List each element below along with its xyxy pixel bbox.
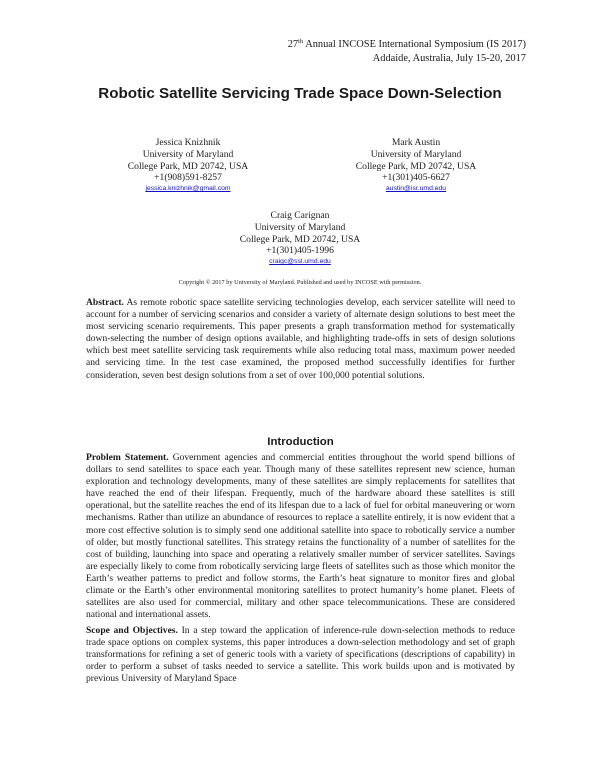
paper-title: Robotic Satellite Servicing Trade Space Down-Selection — [98, 85, 502, 102]
edition-number: 27 — [287, 39, 299, 50]
author-address: College Park, MD 20742, USA — [127, 160, 249, 172]
scope-objectives-paragraph — [86, 625, 515, 685]
author-name: Mark Austin — [391, 137, 441, 148]
abstract-text: As remote robotic space satellite servicing technologies develop, each servicer satellite will need to account for a number of servicing scenarios and consider a variety of alternate design solutions to best meet the most servicing scenario requirements. This paper presents a graph transformation method for systematically down-selecting the number of design options available, and highlighting trade-offs in sets of design solutions which best meet satellite servicing task requirements while also reducing total mass, maximum power needed and servicing time. In the test case examined, the proposed method successfully identifies for further consideration, seven best design solutions from a set of over 100,000 potential solutions. — [86, 297, 515, 381]
problem-statement-label: Problem Statement. — [86, 452, 169, 463]
author-block — [113, 137, 263, 194]
author-name: Craig Carignan — [270, 210, 330, 221]
author-email-link[interactable]: austin@isr.umd.edu — [385, 185, 447, 193]
abstract-paragraph — [86, 297, 515, 382]
scope-objectives-text: In a step toward the application of inference-rule down-selection methods to reduce trade space options on complex systems, this paper introduces a down-selection methodology and set of graph transformations for refining a set of generic tools with a variety of specifications (descriptions of capability) in order to perform a subset of tasks needed to service a satellite. This work builds upon and is motivated by previous University of Maryland Space — [86, 625, 515, 685]
copyright-notice: Copyright © 2017 by University of Maryland. Published and used by INCOSE with permission. — [178, 279, 422, 286]
author-phone: +1(301)405-1996 — [266, 245, 334, 257]
author-email-link[interactable]: jessica.knizhnik@gmail.com — [145, 185, 231, 193]
author-address: College Park, MD 20742, USA — [239, 233, 361, 245]
author-address: College Park, MD 20742, USA — [355, 160, 477, 172]
author-phone: +1(301)405-6627 — [382, 172, 450, 184]
author-email-link[interactable]: craigc@ssl.umd.edu — [269, 258, 331, 266]
conference-name: Annual INCOSE International Symposium (IS 2017) — [303, 39, 526, 50]
abstract-label: Abstract. — [86, 297, 124, 308]
author-block — [225, 210, 375, 267]
author-block — [341, 137, 491, 194]
conference-location: Addaide, Australia, July 15-20, 2017 — [372, 52, 526, 64]
conference-line — [288, 35, 526, 52]
section-heading-introduction: Introduction — [267, 436, 334, 448]
author-name: Jessica Knizhnik — [155, 137, 221, 148]
running-header — [288, 35, 526, 65]
author-affiliation: University of Maryland — [142, 148, 234, 160]
edition-suffix: th — [298, 38, 304, 45]
problem-statement-text: Government agencies and commercial entities throughout the world spend billions of dollars to send satellites to space each year. Though many of these satellites represent new science, human exploration and technology developments, many of these satellites are simply replacements for satellites that have reached the end of their lifespan. Frequently, much of the hardware aboard these satellites is still operational, but the satellite reaches the end of its lifespan due to a lack of fuel for orbital maneuvering or worn mechanisms. Rather than utilize an abundance of resources to replace a satellite entirely, it is now evident that a more cost effective solution is to simply send one additional satellite into space to robotically service a number of older, but mostly functional satellites. This strategy retains the functionality of a number of satellites for the cost of building, launching into space and operating a relatively smaller number of servicer satellites. Savings are especially likely to come from robotically servicing large fleets of satellites such as those which monitor the Earth’s weather patterns to predict and follow storms, the Earth’s heat signature to monitor fires and global climate or the Earth’s other environmental monitoring satellites to protect humanity’s home planet. Fleets of satellites are also used for commercial, military and other space telecommunications. These are considered national and international assets. — [86, 452, 516, 621]
author-phone: +1(908)591-8257 — [154, 172, 222, 184]
scope-objectives-label: Scope and Objectives. — [86, 625, 178, 636]
author-affiliation: University of Maryland — [370, 148, 462, 160]
author-affiliation: University of Maryland — [254, 221, 346, 233]
problem-statement-paragraph — [86, 452, 515, 621]
